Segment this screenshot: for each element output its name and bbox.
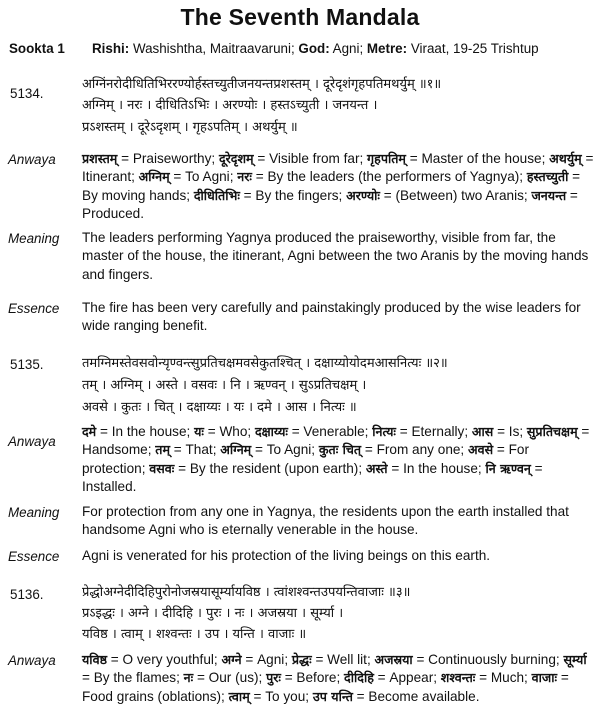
- anwaya-term: सूर्म्या: [563, 652, 587, 667]
- anwaya-label: Anwaya: [8, 653, 56, 668]
- meaning-label: Meaning: [8, 505, 60, 520]
- anwaya-term: अरण्योः: [346, 187, 380, 203]
- verse-number: 5134.: [10, 86, 44, 101]
- rishi-value: Washishtha, Maitraavaruni;: [132, 41, 295, 56]
- god-label: God:: [298, 41, 330, 56]
- anwaya-term: प्रशस्तम्: [82, 151, 118, 166]
- anwaya-term: दक्षाय्यः: [254, 424, 288, 439]
- anwaya-text: [82, 423, 594, 497]
- anwaya-gloss: = To Agni;: [169, 169, 238, 185]
- anwaya-term: वाजाः: [531, 670, 558, 686]
- meaning-text: The leaders performing Yagnya produced the praiseworthy, visible from far, the master of the house, the itinerant, Agni between the two Aranis by the moving hands and fingers.: [82, 230, 589, 282]
- essence-label: Essence: [8, 301, 60, 316]
- anwaya-gloss: = For protection;: [82, 442, 530, 476]
- anwaya-gloss: = Continuously burning;: [412, 652, 564, 667]
- anwaya-gloss: = From any one;: [361, 442, 468, 458]
- anwaya-gloss: = To you;: [249, 688, 313, 704]
- god-value: Agni;: [332, 41, 364, 56]
- anwaya-term: कुतः चित्: [318, 442, 362, 458]
- anwaya-gloss: = Before;: [280, 670, 345, 686]
- sookta-number: Sookta 1: [9, 41, 65, 56]
- anwaya-gloss: = Master of the house;: [405, 151, 550, 166]
- anwaya-label: Anwaya: [8, 152, 56, 167]
- anwaya-gloss: = O very youthful;: [107, 652, 222, 667]
- rishi-label: Rishi:: [92, 41, 130, 56]
- verse-padapatha-line: यविष्ठ । त्वाम् । शश्वन्तः । उप । यन्ति । वाजाः ॥: [82, 627, 307, 642]
- anwaya-gloss: = Agni;: [241, 652, 292, 667]
- verse-mantra: अग्निंनरोदीधितिभिररण्योर्हस्तच्युतीजनयन्तप्रशस्तम् । दूरेदृशंगृहपतिमथर्युम् ॥१॥: [82, 77, 442, 92]
- anwaya-gloss: = Installed.: [82, 460, 543, 495]
- anwaya-gloss: = In the house;: [96, 424, 195, 439]
- anwaya-term: नित्यः: [372, 424, 396, 439]
- anwaya-gloss: = Eternally;: [395, 424, 472, 439]
- anwaya-term: अवसे: [468, 442, 494, 458]
- anwaya-gloss: = Is;: [493, 424, 527, 439]
- essence-label: Essence: [8, 549, 60, 564]
- anwaya-term: पुरः: [266, 670, 281, 686]
- anwaya-term: हस्तच्युती: [526, 169, 569, 185]
- anwaya-term: दमे: [82, 424, 97, 439]
- anwaya-term: प्रेद्धः: [291, 652, 312, 667]
- anwaya-term: उप यन्ति: [312, 688, 353, 704]
- anwaya-term: तम्: [155, 442, 171, 458]
- anwaya-term: यः: [194, 424, 204, 439]
- anwaya-gloss: = Praiseworthy;: [117, 151, 219, 166]
- page-title: The Seventh Mandala: [180, 4, 420, 30]
- anwaya-term: यविष्ठ: [82, 652, 107, 667]
- anwaya-gloss: = Much;: [475, 670, 532, 686]
- anwaya-gloss: = To Agni;: [251, 442, 319, 458]
- anwaya-term: नि ऋण्वन्: [485, 460, 531, 476]
- anwaya-term: दीदिहि: [344, 670, 374, 686]
- anwaya-term: वसवः: [149, 460, 175, 476]
- anwaya-gloss: = Produced.: [82, 187, 578, 222]
- verse-padapatha-line: प्रऽशस्तम् । दूरेऽदृशम् । गृहऽपतिम् । अथर्युम् ॥: [82, 120, 298, 135]
- anwaya-term: त्वाम्: [228, 688, 250, 704]
- anwaya-term: अथर्युम्: [549, 151, 582, 166]
- verse-padapatha-line: प्रऽइद्धः । अग्ने । दीदिहि । पुरः । नः । अजस्रया । सूर्म्या ।: [82, 606, 344, 621]
- anwaya-term: दीधितिभिः: [193, 187, 240, 203]
- anwaya-term: अजस्रया: [374, 652, 413, 667]
- anwaya-gloss: = That;: [170, 442, 221, 458]
- anwaya-gloss: = (Between) two Aranis;: [379, 187, 532, 203]
- anwaya-term: जनयन्त: [531, 187, 567, 203]
- anwaya-gloss: = By the fingers;: [239, 187, 347, 203]
- meaning-label: Meaning: [8, 231, 60, 246]
- verse-padapatha-line: अग्निम् । नरः । दीधितिऽभिः । अरण्योः । हस्तऽच्युती । जनयन्त ।: [82, 98, 378, 113]
- anwaya-gloss: = Handsome;: [82, 424, 590, 458]
- anwaya-term: नः: [183, 670, 194, 686]
- essence-text: Agni is venerated for his protection of the living beings on this earth.: [82, 548, 491, 563]
- anwaya-term: नरः: [237, 169, 252, 185]
- anwaya-gloss: = Well lit;: [311, 652, 375, 667]
- verse-padapatha-line: अवसे । कुतः । चित् । दक्षाय्यः । यः । दमे । आस । नित्यः ॥: [82, 400, 357, 415]
- metre-value: Viraat, 19-25 Trishtup: [410, 41, 539, 56]
- verse-padapatha-line: तम् । अग्निम् । अस्ते । वसवः । नि । ऋण्वन् । सुऽप्रतिचक्षम् ।: [82, 378, 367, 393]
- anwaya-text: [82, 651, 594, 706]
- anwaya-label: Anwaya: [8, 434, 56, 449]
- verse-mantra: प्रेद्धोअग्नेदीदिहिपुरोनोजस्रयासूर्म्यायविष्ठ । त्वांशश्वन्तउपयन्तिवाजाः ॥३॥: [82, 585, 411, 600]
- anwaya-term: अग्निम्: [220, 442, 252, 458]
- anwaya-term: गृहपतिम्: [367, 151, 406, 166]
- anwaya-gloss: = Our (us);: [193, 670, 267, 686]
- anwaya-term: सुप्रतिचक्षम्: [526, 424, 578, 439]
- verse-mantra: तमग्निमस्तेवसवोन्यृण्वन्त्सुप्रतिचक्षमवसेकुतश्चित् । दक्षाय्योयोदमआसनित्यः ॥२॥: [82, 356, 448, 371]
- verse-number: 5135.: [10, 357, 44, 372]
- anwaya-gloss: = Who;: [203, 424, 255, 439]
- anwaya-gloss: = By the leaders (the performers of Yagnya);: [251, 169, 527, 185]
- anwaya-gloss: = Appear;: [373, 670, 441, 686]
- anwaya-term: अस्ते: [365, 460, 388, 476]
- anwaya-term: अग्ने: [221, 652, 242, 667]
- sookta-header: [9, 41, 599, 56]
- anwaya-gloss: = Itinerant;: [82, 151, 594, 185]
- anwaya-gloss: = Food grains (oblations);: [82, 670, 569, 704]
- metre-label: Metre:: [366, 41, 408, 56]
- anwaya-text: [82, 150, 594, 224]
- anwaya-term: अग्निम्: [138, 169, 170, 185]
- anwaya-term: दूरेदृशम्: [218, 151, 254, 166]
- anwaya-gloss: = By moving hands;: [82, 169, 581, 203]
- anwaya-gloss: = In the house;: [387, 460, 486, 476]
- essence-text: The fire has been very carefully and painstakingly produced by the wise leaders for wide ranging benefit.: [82, 300, 581, 334]
- meaning-text: For protection from any one in Yagnya, the residents upon the earth installed that handsome Agni who is eternally venerable in the house.: [82, 504, 569, 538]
- anwaya-gloss: = Become available.: [352, 688, 480, 704]
- anwaya-gloss: = Visible from far;: [253, 151, 368, 166]
- anwaya-gloss: = Venerable;: [287, 424, 373, 439]
- anwaya-term: शश्वन्तः: [440, 670, 476, 686]
- anwaya-term: आस: [471, 424, 494, 439]
- anwaya-gloss: = By the resident (upon earth);: [174, 460, 366, 476]
- anwaya-gloss: = By the flames;: [82, 670, 184, 686]
- verse-number: 5136.: [10, 587, 44, 602]
